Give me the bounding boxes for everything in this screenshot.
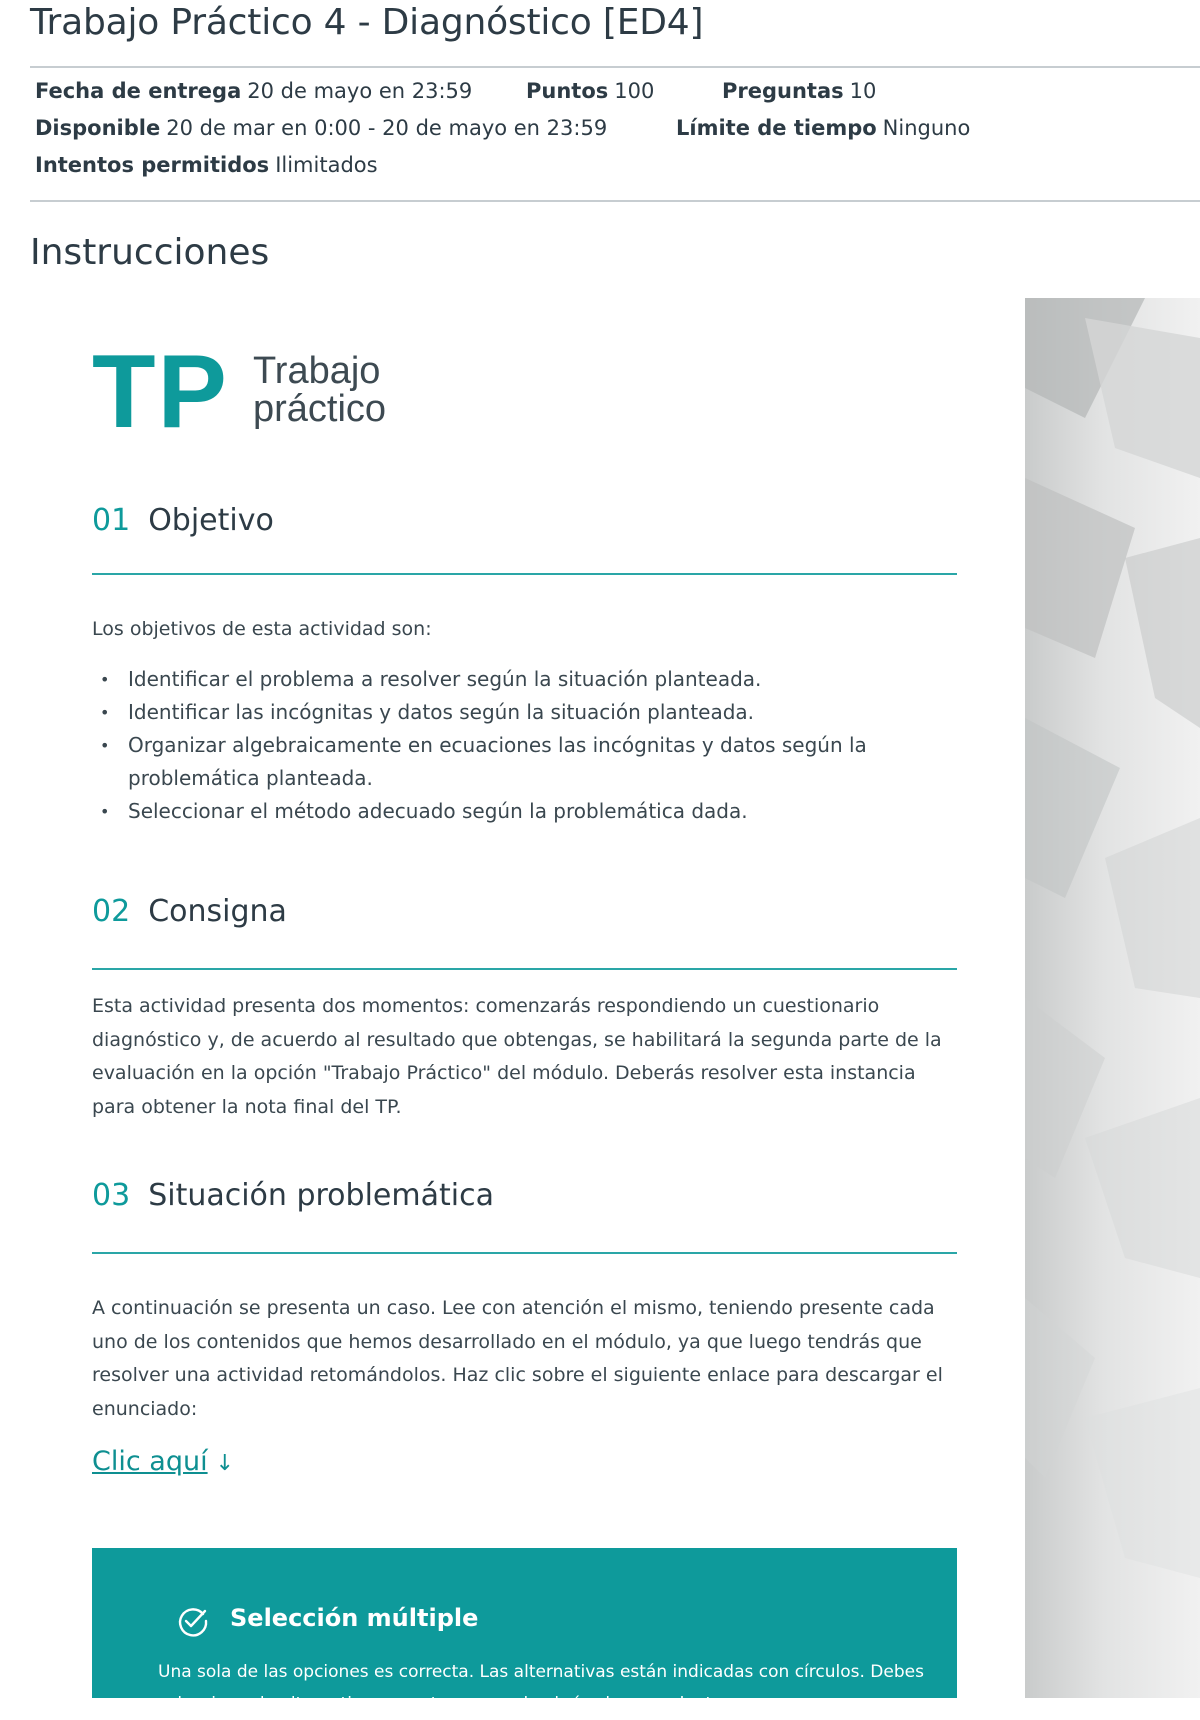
situation-title: Situación problemática	[148, 1178, 494, 1213]
situation-text: A continuación se presenta un caso. Lee con atención el mismo, teniendo presente cada uno de los contenidos que hemos desarrollado en el módulo, ya que luego tendrás que resolver una actividad retomándolos. Haz clic sobre el siguiente enlace para descargar el enunciado:	[92, 1297, 943, 1420]
tp-logo-letters: TP	[92, 334, 229, 450]
header-divider	[30, 66, 1200, 68]
points-label: Puntos	[526, 79, 609, 103]
objective-title: Objetivo	[148, 503, 274, 538]
objective-divider	[92, 573, 957, 575]
assignment-number: 02	[92, 894, 131, 929]
objective-intro: Los objetivos de esta actividad son:	[92, 618, 432, 640]
download-link-label: Clic aquí	[92, 1446, 208, 1477]
multiple-choice-note	[92, 1548, 957, 1714]
assignment-heading	[92, 894, 287, 929]
tp-logo-line1: Trabajo	[253, 350, 381, 392]
download-link[interactable]	[92, 1446, 234, 1477]
situation-heading	[92, 1178, 494, 1213]
availability	[35, 116, 607, 140]
assignment-text: Esta actividad presenta dos momentos: comenzarás respondiendo un cuestionario diagnóstico y, de acuerdo al resultado que obtengas, se habilitará la segunda parte de la evaluación en la opción "Trabajo Práctico" del módulo. Deberás resolver esta instancia para obtener la nota final del TP.	[92, 995, 942, 1118]
note-text: Una sola de las opciones es correcta. Las alternativas están indicadas con círculos. Debes seleccionar la alternativa correcta marcando el círculo precedente.	[158, 1662, 924, 1714]
due-date-value: 20 de mayo en 23:59	[247, 79, 473, 103]
questions-label: Preguntas	[722, 79, 844, 103]
objective-list	[100, 663, 960, 828]
attempts-label: Intentos permitidos	[35, 153, 270, 177]
page-title: Trabajo Práctico 4 - Diagnóstico [ED4]	[30, 2, 704, 43]
tp-logo-text	[253, 352, 386, 428]
check-circle-icon	[176, 1604, 210, 1638]
objective-number: 01	[92, 503, 131, 538]
list-item: • Identificar el problema a resolver según la situación planteada.	[100, 663, 960, 696]
list-item: • Identificar las incógnitas y datos según la situación planteada.	[100, 696, 960, 729]
points-value: 100	[614, 79, 655, 103]
availability-value: 20 de mar en 0:00 - 20 de mayo en 23:59	[166, 116, 608, 140]
decorative-side-panel	[1025, 298, 1200, 1698]
questions	[722, 79, 876, 103]
assignment-divider	[92, 968, 957, 970]
geometric-pattern-image	[1025, 298, 1200, 1698]
list-item: • Organizar algebraicamente en ecuaciones las incógnitas y datos según la problemática planteada.	[100, 729, 960, 795]
time-limit-value: Ninguno	[882, 116, 971, 140]
questions-value: 10	[849, 79, 877, 103]
situation-number: 03	[92, 1178, 131, 1213]
points	[526, 79, 654, 103]
situation-divider	[92, 1252, 957, 1254]
meta-divider	[30, 200, 1200, 202]
note-title: Selección múltiple	[230, 1604, 479, 1632]
attempts-value: Ilimitados	[275, 153, 378, 177]
attempts	[35, 153, 378, 177]
due-date-label: Fecha de entrega	[35, 79, 242, 103]
objective-heading	[92, 503, 274, 538]
download-arrow-icon: ↓	[215, 1451, 235, 1476]
time-limit-label: Límite de tiempo	[676, 116, 877, 140]
due-date	[35, 79, 472, 103]
list-item: • Seleccionar el método adecuado según la problemática dada.	[100, 795, 960, 828]
assignment-title: Consigna	[148, 894, 287, 929]
time-limit	[676, 116, 970, 140]
instructions-heading: Instrucciones	[30, 232, 270, 273]
tp-logo-line2: práctico	[253, 388, 387, 430]
availability-label: Disponible	[35, 116, 161, 140]
